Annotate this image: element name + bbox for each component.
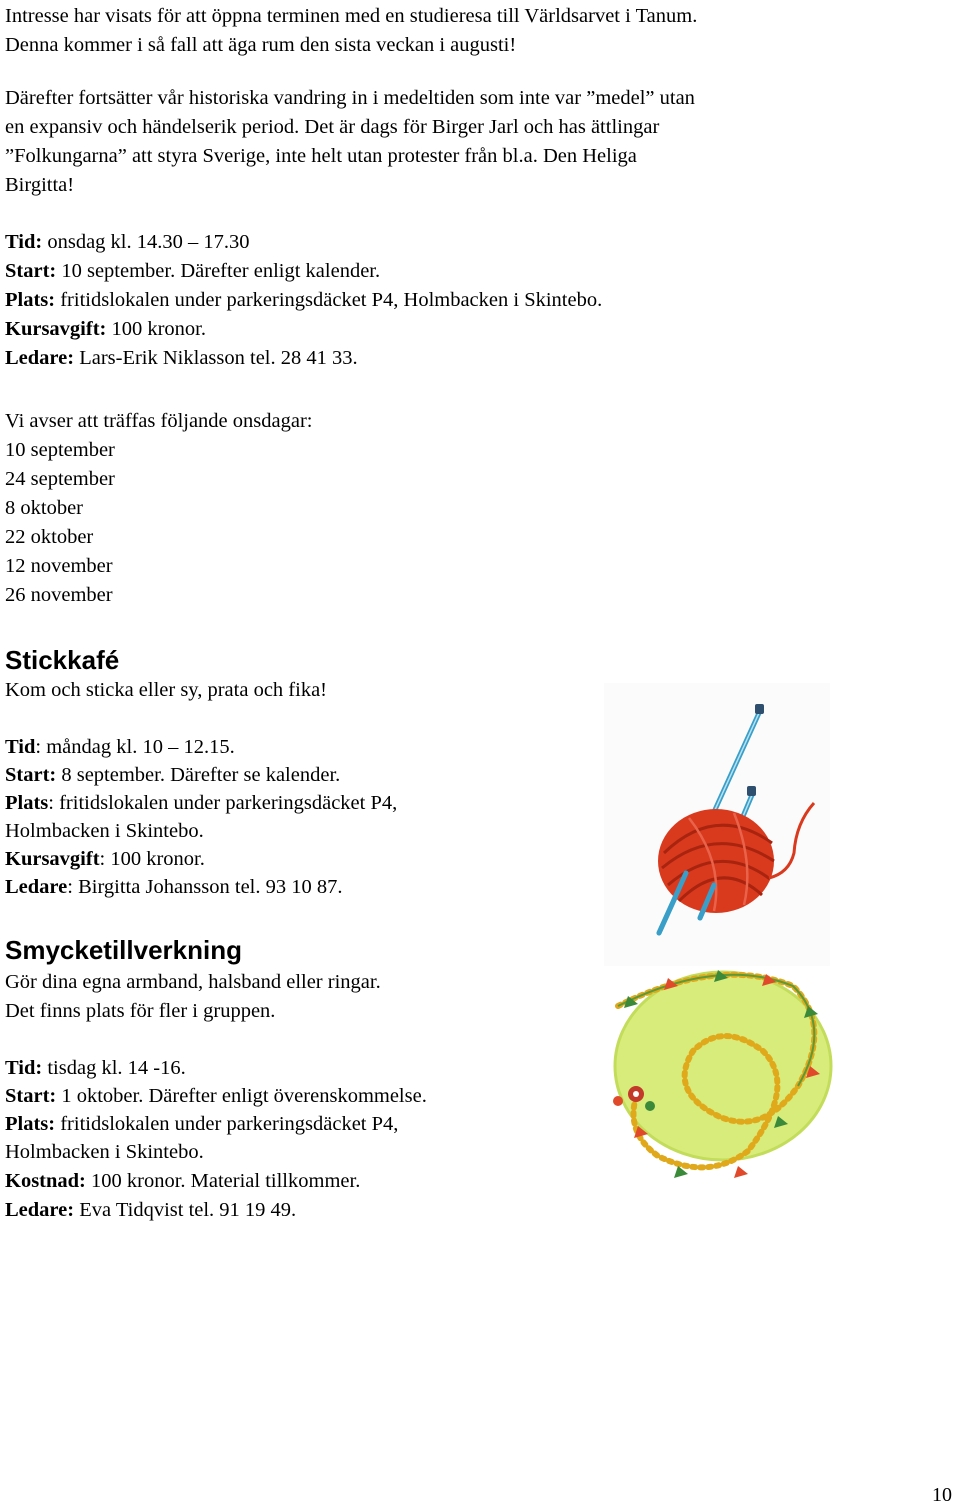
smycke-plats-line-2: Holmbacken i Skintebo. <box>5 1141 204 1163</box>
stickkafe-ledare <box>5 873 343 902</box>
history-ledare <box>5 344 358 373</box>
history-tid <box>5 228 250 257</box>
history-para-line-1: Därefter fortsätter vår historiska vandring in i medeltiden som inte var ”medel” utan <box>5 87 695 109</box>
history-para-line-3: ”Folkungarna” att styra Sverige, inte helt utan protester från bl.a. Den Heliga <box>5 145 637 167</box>
intro-line-2: Denna kommer i så fall att äga rum den sista veckan i augusti! <box>5 34 517 56</box>
ledare-label: Ledare: <box>5 347 75 369</box>
tid-value: : måndag kl. 10 – 12.15. <box>35 736 235 758</box>
date-item: 10 september <box>5 439 115 461</box>
stickkafe-tid <box>5 733 235 762</box>
date-item: 22 oktober <box>5 526 94 548</box>
smycke-plats <box>5 1110 398 1139</box>
kostnad-value: 100 kronor. Material tillkommer. <box>85 1170 361 1192</box>
tid-value: onsdag kl. 14.30 – 17.30 <box>42 231 250 253</box>
start-value: 10 september. Därefter enligt kalender. <box>56 260 381 282</box>
smycke-ledare <box>5 1196 296 1225</box>
ledare-value: : Birgitta Johansson tel. 93 10 87. <box>67 876 343 898</box>
smycke-start <box>5 1082 427 1111</box>
date-item: 8 oktober <box>5 497 83 519</box>
smycke-desc-line-2: Det finns plats för fler i gruppen. <box>5 1000 276 1022</box>
start-label: Start: <box>5 1085 57 1107</box>
plats-value: fritidslokalen under parkeringsdäcket P4, <box>55 1113 399 1135</box>
start-value: 8 september. Därefter se kalender. <box>56 764 341 786</box>
start-label: Start: <box>5 764 57 786</box>
stickkafe-heading: Stickkafé <box>5 645 120 675</box>
ledare-label: Ledare: <box>5 1199 75 1221</box>
start-label: Start: <box>5 260 57 282</box>
yarn-ball-illustration <box>604 683 830 966</box>
kostnad-label: Kostnad: <box>5 1170 86 1192</box>
smycke-tid <box>5 1054 186 1083</box>
date-item: 12 november <box>5 555 113 577</box>
tid-label: Tid <box>5 736 36 758</box>
stickkafe-start <box>5 761 340 790</box>
stickkafe-kursavgift <box>5 845 205 874</box>
plats-value: : fritidslokalen under parkeringsdäcket P4, <box>48 792 398 814</box>
ledare-value: Lars-Erik Niklasson tel. 28 41 33. <box>74 347 358 369</box>
smycke-heading: Smycketillverkning <box>5 935 242 965</box>
kursavgift-label: Kursavgift <box>5 848 100 870</box>
history-kursavgift <box>5 315 206 344</box>
ledare-value: Eva Tidqvist tel. 91 19 49. <box>74 1199 297 1221</box>
stickkafe-plats <box>5 789 397 818</box>
date-item: 26 november <box>5 584 113 606</box>
start-value: 1 oktober. Därefter enligt överenskommelse. <box>56 1085 427 1107</box>
history-plats <box>5 286 602 315</box>
plats-label: Plats: <box>5 289 56 311</box>
stickkafe-plats-line-2: Holmbacken i Skintebo. <box>5 820 204 842</box>
dates-intro: Vi avser att träffas följande onsdagar: <box>5 410 313 432</box>
smycke-desc-line-1: Gör dina egna armband, halsband eller ringar. <box>5 971 381 993</box>
intro-line-1: Intresse har visats för att öppna terminen med en studieresa till Världsarvet i Tanum. <box>5 5 698 27</box>
tid-value: tisdag kl. 14 -16. <box>42 1057 186 1079</box>
tid-label: Tid: <box>5 1057 43 1079</box>
history-para-line-2: en expansiv och händelserik period. Det är dags för Birger Jarl och has ättlingar <box>5 116 660 138</box>
necklace-illustration <box>598 966 838 1186</box>
kursavgift-value: : 100 kronor. <box>99 848 205 870</box>
history-start <box>5 257 380 286</box>
page-number: 10 <box>932 1484 952 1506</box>
smycke-kostnad <box>5 1167 360 1196</box>
plats-label: Plats <box>5 792 49 814</box>
stickkafe-desc: Kom och sticka eller sy, prata och fika! <box>5 679 327 701</box>
date-item: 24 september <box>5 468 115 490</box>
plats-value: fritidslokalen under parkeringsdäcket P4, Holmbacken i Skintebo. <box>55 289 603 311</box>
kursavgift-label: Kursavgift: <box>5 318 107 340</box>
ledare-label: Ledare <box>5 876 68 898</box>
kursavgift-value: 100 kronor. <box>106 318 207 340</box>
plats-label: Plats: <box>5 1113 56 1135</box>
history-para-line-4: Birgitta! <box>5 174 75 196</box>
tid-label: Tid: <box>5 231 43 253</box>
